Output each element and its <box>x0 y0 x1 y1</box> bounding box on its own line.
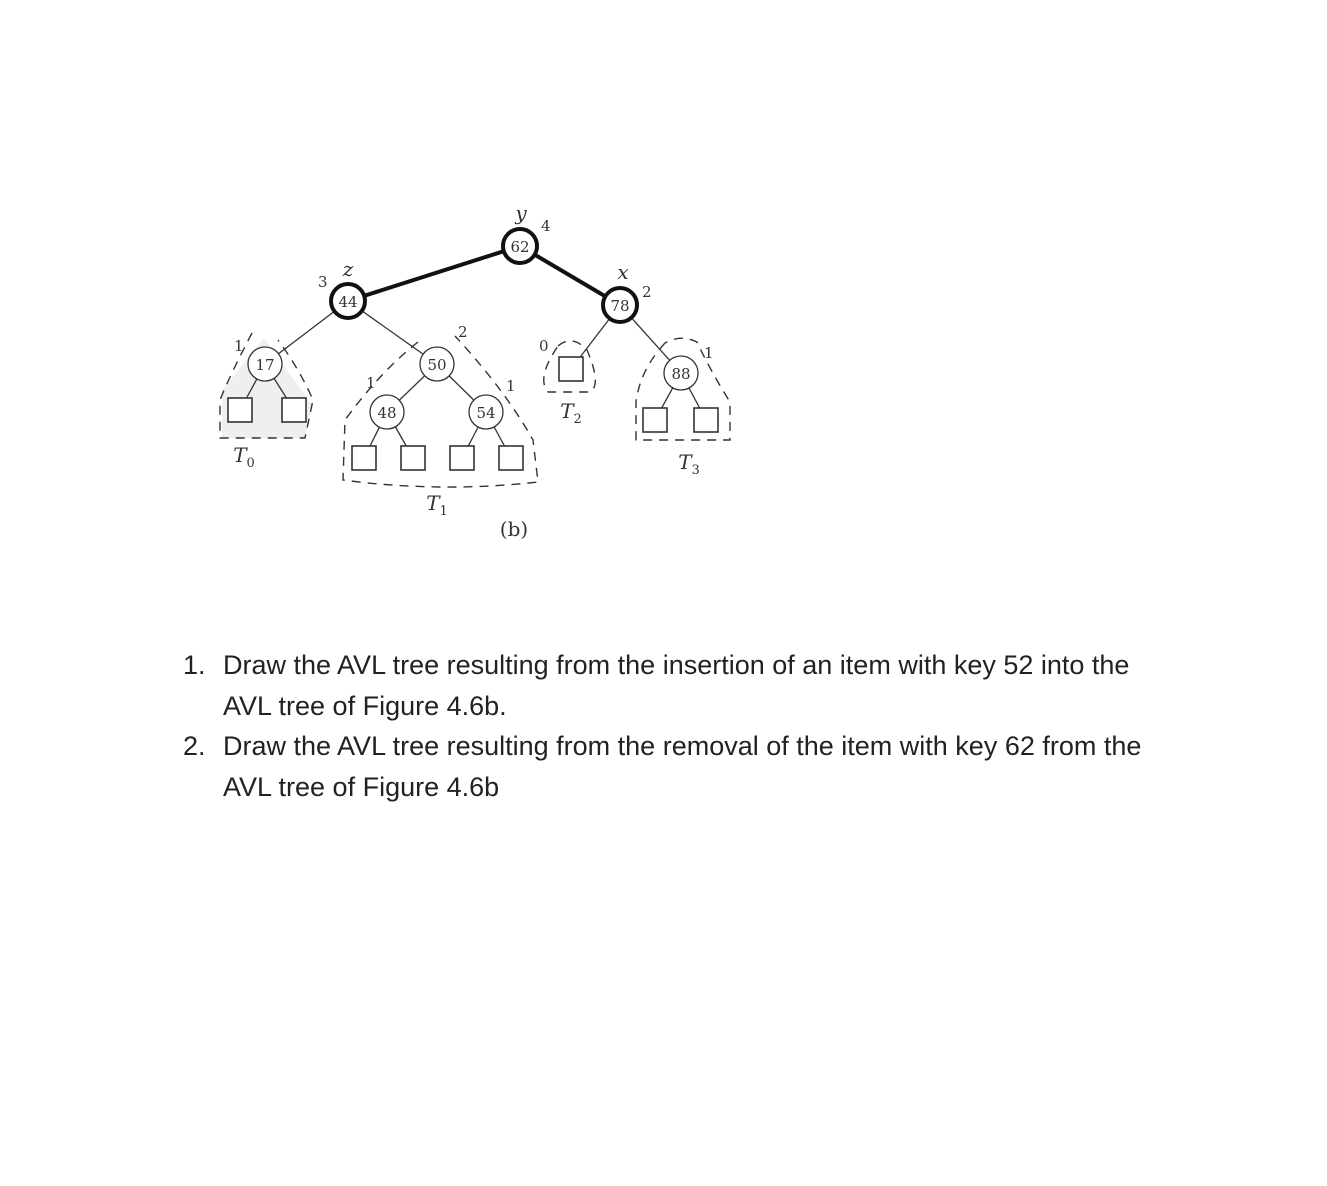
leaf-88-left <box>643 408 667 432</box>
question-number: 1. <box>183 650 206 680</box>
question-text: Draw the AVL tree resulting from the insertion of an item with key 52 into the AVL tree of Figure 4.6b. <box>223 650 1130 721</box>
node-50-height: 2 <box>458 323 468 341</box>
question-item <box>183 726 1183 807</box>
leaf-54-right <box>499 446 523 470</box>
node-17-key: 17 <box>255 356 275 374</box>
subtree-t2-label <box>560 399 582 427</box>
empty-subtree-height: 0 <box>539 337 549 355</box>
subtree-t1-name: T <box>426 491 440 515</box>
figure-caption: (b) <box>499 517 529 541</box>
leaf-78-left <box>559 357 583 381</box>
leaf-88-right <box>694 408 718 432</box>
node-78-height: 2 <box>642 283 652 301</box>
subtree-t2-sub: 2 <box>573 412 582 427</box>
node-44-key: 44 <box>338 293 358 311</box>
node-62-label: y <box>515 201 527 225</box>
node-44-label: z <box>342 257 354 281</box>
question-number: 2. <box>183 731 206 761</box>
leaf-48-right <box>401 446 425 470</box>
subtree-t1-sub: 1 <box>439 504 448 519</box>
node-50-key: 50 <box>427 356 447 374</box>
node-78-label: x <box>617 260 629 284</box>
subtree-t3-sub: 3 <box>691 463 700 478</box>
leaf-48-left <box>352 446 376 470</box>
subtree-t0-name: T <box>233 443 247 467</box>
question-text: Draw the AVL tree resulting from the removal of the item with key 62 from the AVL tree of Figure 4.6b <box>223 731 1142 802</box>
leaf-17-right <box>282 398 306 422</box>
subtree-t3-name: T <box>678 450 692 474</box>
node-54-height: 1 <box>506 377 516 395</box>
leaf-54-left <box>450 446 474 470</box>
subtree-t0-label <box>233 443 255 471</box>
subtree-t2-name: T <box>560 399 574 423</box>
node-17-height: 1 <box>234 337 244 355</box>
node-78-key: 78 <box>610 297 630 315</box>
subtree-t3-label <box>678 450 700 478</box>
node-48-height: 1 <box>366 374 376 392</box>
subtree-t0-sub: 0 <box>246 456 255 471</box>
node-62-height: 4 <box>541 217 551 235</box>
node-54-key: 54 <box>476 404 496 422</box>
subtree-t1-label <box>426 491 448 519</box>
node-62-key: 62 <box>510 238 530 256</box>
question-list <box>183 645 1183 807</box>
node-88-height: 1 <box>704 344 714 362</box>
edge-62-44 <box>348 246 520 301</box>
node-48-key: 48 <box>377 404 397 422</box>
leaf-17-left <box>228 398 252 422</box>
node-44-height: 3 <box>318 273 328 291</box>
node-88-key: 88 <box>671 365 691 383</box>
question-item <box>183 645 1183 726</box>
